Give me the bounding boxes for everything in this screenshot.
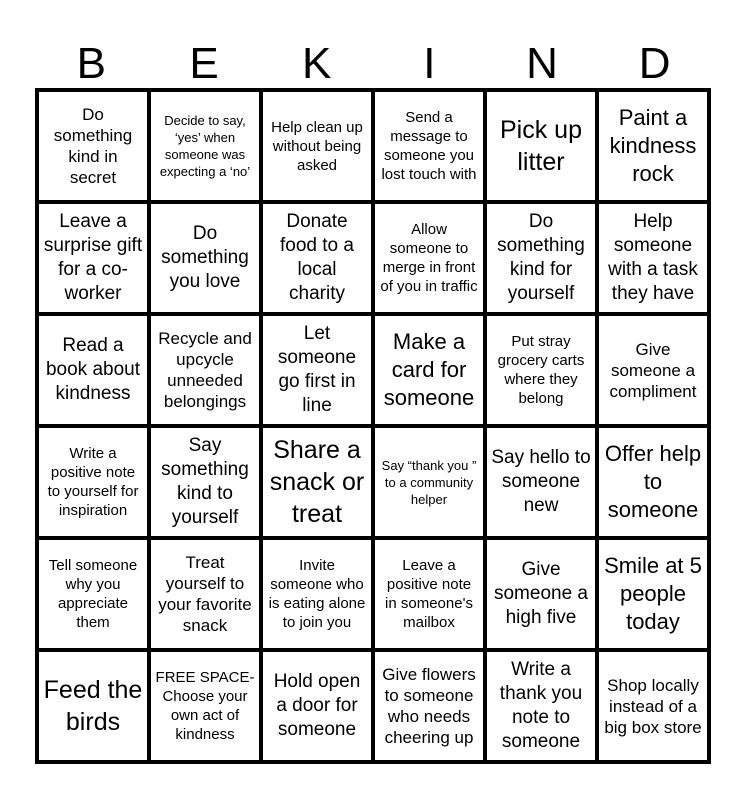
bingo-cell[interactable] [263, 204, 371, 312]
cell-text: Write a positive note to yourself for inspiration [47, 445, 139, 519]
cell-text: Read a book about kindness [45, 335, 141, 404]
bingo-cell[interactable] [263, 428, 371, 536]
cell-text: Recycle and upcycle unneeded belongings [158, 329, 252, 411]
cell-text: Leave a positive note in someone's mailbox [385, 557, 473, 631]
cell-text: Put stray grocery carts where they belong [497, 333, 585, 407]
cell-text: Help someone with a task they have [608, 211, 698, 304]
cell-text: Shop locally instead of a big box store [604, 675, 702, 737]
bingo-cell[interactable] [151, 204, 259, 312]
cell-text: Tell someone why you appreciate them [48, 557, 138, 631]
bingo-header [35, 38, 711, 90]
bingo-cell[interactable] [39, 316, 147, 424]
bingo-cell[interactable] [375, 540, 483, 648]
bingo-cell[interactable] [599, 316, 707, 424]
bingo-cell[interactable] [39, 92, 147, 200]
bingo-cell[interactable] [487, 316, 595, 424]
cell-text: Write a thank you note to someone [499, 659, 583, 752]
cell-text: Invite someone who is eating alone to join you [268, 557, 366, 631]
cell-text: Say “thank you ” to a community helper [381, 457, 477, 507]
bingo-cell[interactable] [599, 428, 707, 536]
header-letter-n: N [526, 39, 558, 88]
bingo-cell[interactable] [375, 428, 483, 536]
cell-text: Share a snack or treat [269, 436, 365, 528]
cell-text: Send a message to someone you lost touch with [381, 109, 477, 183]
bingo-cell[interactable] [375, 652, 483, 760]
bingo-cell[interactable] [375, 316, 483, 424]
header-letter-b: B [76, 39, 107, 88]
cell-text: Paint a kindness rock [609, 105, 697, 186]
bingo-cell[interactable] [487, 428, 595, 536]
cell-text: Give someone a high five [493, 559, 588, 628]
bingo-cell[interactable] [263, 316, 371, 424]
bingo-cell[interactable] [39, 652, 147, 760]
cell-text: Say hello to someone new [491, 447, 591, 516]
bingo-cell[interactable] [39, 428, 147, 536]
bingo-cell[interactable] [151, 540, 259, 648]
bingo-cell[interactable] [599, 652, 707, 760]
bingo-cell[interactable] [151, 316, 259, 424]
bingo-cell[interactable] [151, 92, 259, 200]
bingo-cell[interactable] [263, 540, 371, 648]
bingo-board [35, 88, 711, 764]
cell-text: Give flowers to someone who needs cheering up [382, 665, 476, 747]
cell-text: Make a card for someone [383, 329, 475, 410]
cell-text: Pick up litter [500, 116, 582, 176]
bingo-cell[interactable] [39, 540, 147, 648]
cell-text: Decide to say, ‘yes’ when someone was expecting a ‘no’ [159, 113, 251, 179]
header-letter-k: K [302, 39, 332, 88]
bingo-cell[interactable] [599, 92, 707, 200]
bingo-cell[interactable] [599, 540, 707, 648]
cell-text: Say something kind to yourself [161, 435, 249, 528]
cell-text: Treat yourself to your favorite snack [158, 553, 252, 635]
cell-text: Offer help to someone [604, 441, 702, 522]
cell-text: Hold open a door for someone [273, 671, 361, 740]
cell-text: Leave a surprise gift for a co-worker [43, 211, 143, 304]
bingo-cell[interactable] [487, 204, 595, 312]
header-letter-i: I [423, 39, 436, 88]
header-letter-d: D [638, 39, 671, 88]
bingo-cell[interactable] [375, 92, 483, 200]
bingo-cell[interactable] [263, 652, 371, 760]
cell-text: Give someone a compliment [609, 339, 697, 401]
bingo-cell[interactable] [599, 204, 707, 312]
bingo-cell[interactable] [39, 204, 147, 312]
cell-text: Do something you love [161, 223, 249, 292]
cell-text: Donate food to a local charity [280, 211, 354, 304]
bingo-cell[interactable] [263, 92, 371, 200]
cell-text: FREE SPACE- Choose your own act of kindness [155, 669, 255, 743]
cell-text: Do something kind for yourself [497, 211, 585, 304]
bingo-cell[interactable] [487, 652, 595, 760]
bingo-cell[interactable] [375, 204, 483, 312]
cell-text: Let someone go first in line [277, 323, 357, 416]
free-space-cell[interactable] [151, 652, 259, 760]
cell-text: Smile at 5 people today [604, 553, 702, 634]
cell-text: Help clean up without being asked [271, 118, 363, 174]
cell-text: Allow someone to merge in front of you in traffic [380, 221, 478, 295]
bingo-cell[interactable] [487, 92, 595, 200]
cell-text: Feed the birds [43, 676, 143, 736]
bingo-cell[interactable] [487, 540, 595, 648]
cell-text: Do something kind in secret [53, 105, 133, 187]
header-letter-e: E [189, 39, 219, 88]
bingo-cell[interactable] [151, 428, 259, 536]
